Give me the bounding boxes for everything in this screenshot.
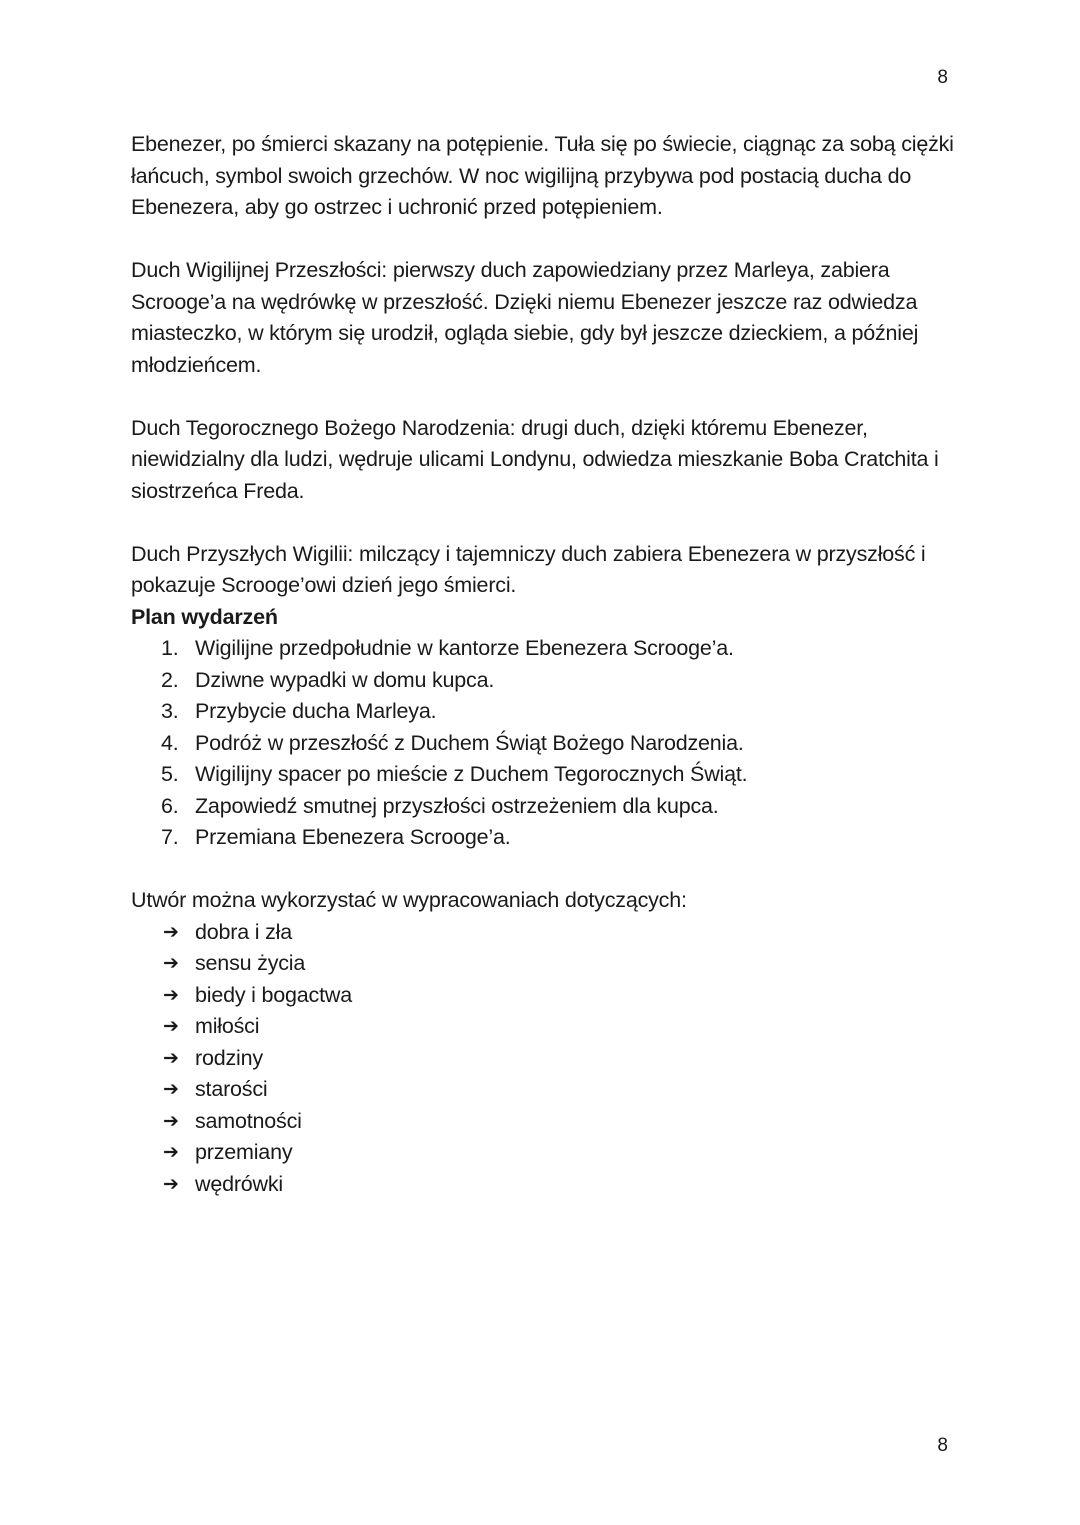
list-item xyxy=(131,791,961,823)
list-text: sensu życia xyxy=(195,951,306,975)
usage-list xyxy=(131,917,961,1201)
list-text: Przybycie ducha Marleya. xyxy=(195,699,437,723)
list-text: starości xyxy=(195,1077,268,1101)
list-text: biedy i bogactwa xyxy=(195,982,352,1007)
list-item xyxy=(131,1043,961,1075)
list-item xyxy=(131,822,961,854)
list-number: 1. xyxy=(161,636,179,660)
arrow-right-icon: ➔ xyxy=(163,1046,179,1069)
list-number: 4. xyxy=(161,730,179,755)
list-item xyxy=(131,1106,961,1138)
list-item xyxy=(131,759,961,791)
list-item xyxy=(131,665,961,697)
paragraph-ghost-past: Duch Wigilijnej Przeszłości: pierwszy duch zapowiedziany przez Marleya, zabiera Scrooge’a na wędrówkę w przeszłość. Dzięki niemu Ebenezer jeszcze raz odwiedza miasteczko, w którym się urodził, ogląda siebie, gdy był jeszcze dzieckiem, a później młodzieńcem. xyxy=(131,258,919,377)
list-item xyxy=(131,948,961,980)
plan-list xyxy=(131,633,961,854)
paragraph-marley: Ebenezer, po śmierci skazany na potępienie. Tuła się po świecie, ciągnąc za sobą ciężki łańcuch, symbol swoich grzechów. W noc wigilijną przybywa pod postacią ducha do Ebenezera, aby go ostrzec i uchronić przed potępieniem. xyxy=(131,132,954,219)
list-text: Wigilijne przedpołudnie w kantorze Ebenezera Scrooge’a. xyxy=(195,636,734,660)
arrow-right-icon: ➔ xyxy=(163,1078,179,1100)
page-number-bottom: 8 xyxy=(937,1435,948,1456)
list-text: Dziwne wypadki w domu kupca. xyxy=(195,667,495,692)
arrow-right-icon: ➔ xyxy=(163,1172,179,1195)
list-text: przemiany xyxy=(195,1140,293,1164)
list-text: dobra i zła xyxy=(195,919,292,944)
page-number-top: 8 xyxy=(937,67,948,88)
list-number: 6. xyxy=(161,793,179,818)
list-text: Przemiana Ebenezera Scrooge’a. xyxy=(195,825,511,849)
list-number: 7. xyxy=(161,825,179,849)
list-item xyxy=(131,1011,961,1043)
list-number: 5. xyxy=(161,762,179,786)
arrow-right-icon: ➔ xyxy=(163,920,179,943)
list-item xyxy=(131,1074,961,1106)
list-text: Podróż w przeszłość z Duchem Świąt Bożego Narodzenia. xyxy=(195,730,744,755)
arrow-right-icon: ➔ xyxy=(163,983,179,1006)
list-text: wędrówki xyxy=(195,1171,284,1196)
list-item xyxy=(131,1169,961,1201)
plan-heading: Plan wydarzeń xyxy=(131,604,278,629)
list-text: miłości xyxy=(195,1014,260,1038)
arrow-right-icon: ➔ xyxy=(163,1141,179,1163)
list-item xyxy=(131,728,961,760)
paragraph-ghost-future: Duch Przyszłych Wigilii: milczący i tajemniczy duch zabiera Ebenezera w przyszłość i pokazuje Scrooge’owi dzień jego śmierci. xyxy=(131,541,926,597)
list-item xyxy=(131,1137,961,1169)
list-item xyxy=(131,633,961,665)
paragraph-ghost-present: Duch Tegorocznego Bożego Narodzenia: drugi duch, dzięki któremu Ebenezer, niewidzialny dla ludzi, wędruje ulicami Londynu, odwiedza mieszkanie Boba Cratchita i siostrzeńca Freda. xyxy=(131,415,939,503)
list-text: samotności xyxy=(195,1108,302,1133)
list-text: Wigilijny spacer po mieście z Duchem Tegorocznych Świąt. xyxy=(195,762,748,786)
list-number: 2. xyxy=(161,667,179,692)
list-item xyxy=(131,980,961,1012)
arrow-right-icon: ➔ xyxy=(163,952,179,974)
list-item xyxy=(131,917,961,949)
list-item xyxy=(131,696,961,728)
document-body xyxy=(131,129,961,1200)
list-number: 3. xyxy=(161,699,179,723)
arrow-right-icon: ➔ xyxy=(163,1109,179,1132)
usage-intro: Utwór można wykorzystać w wypracowaniach dotyczących: xyxy=(131,888,687,912)
list-text: Zapowiedź smutnej przyszłości ostrzeżeniem dla kupca. xyxy=(195,793,719,818)
list-text: rodziny xyxy=(195,1045,263,1070)
arrow-right-icon: ➔ xyxy=(163,1015,179,1037)
